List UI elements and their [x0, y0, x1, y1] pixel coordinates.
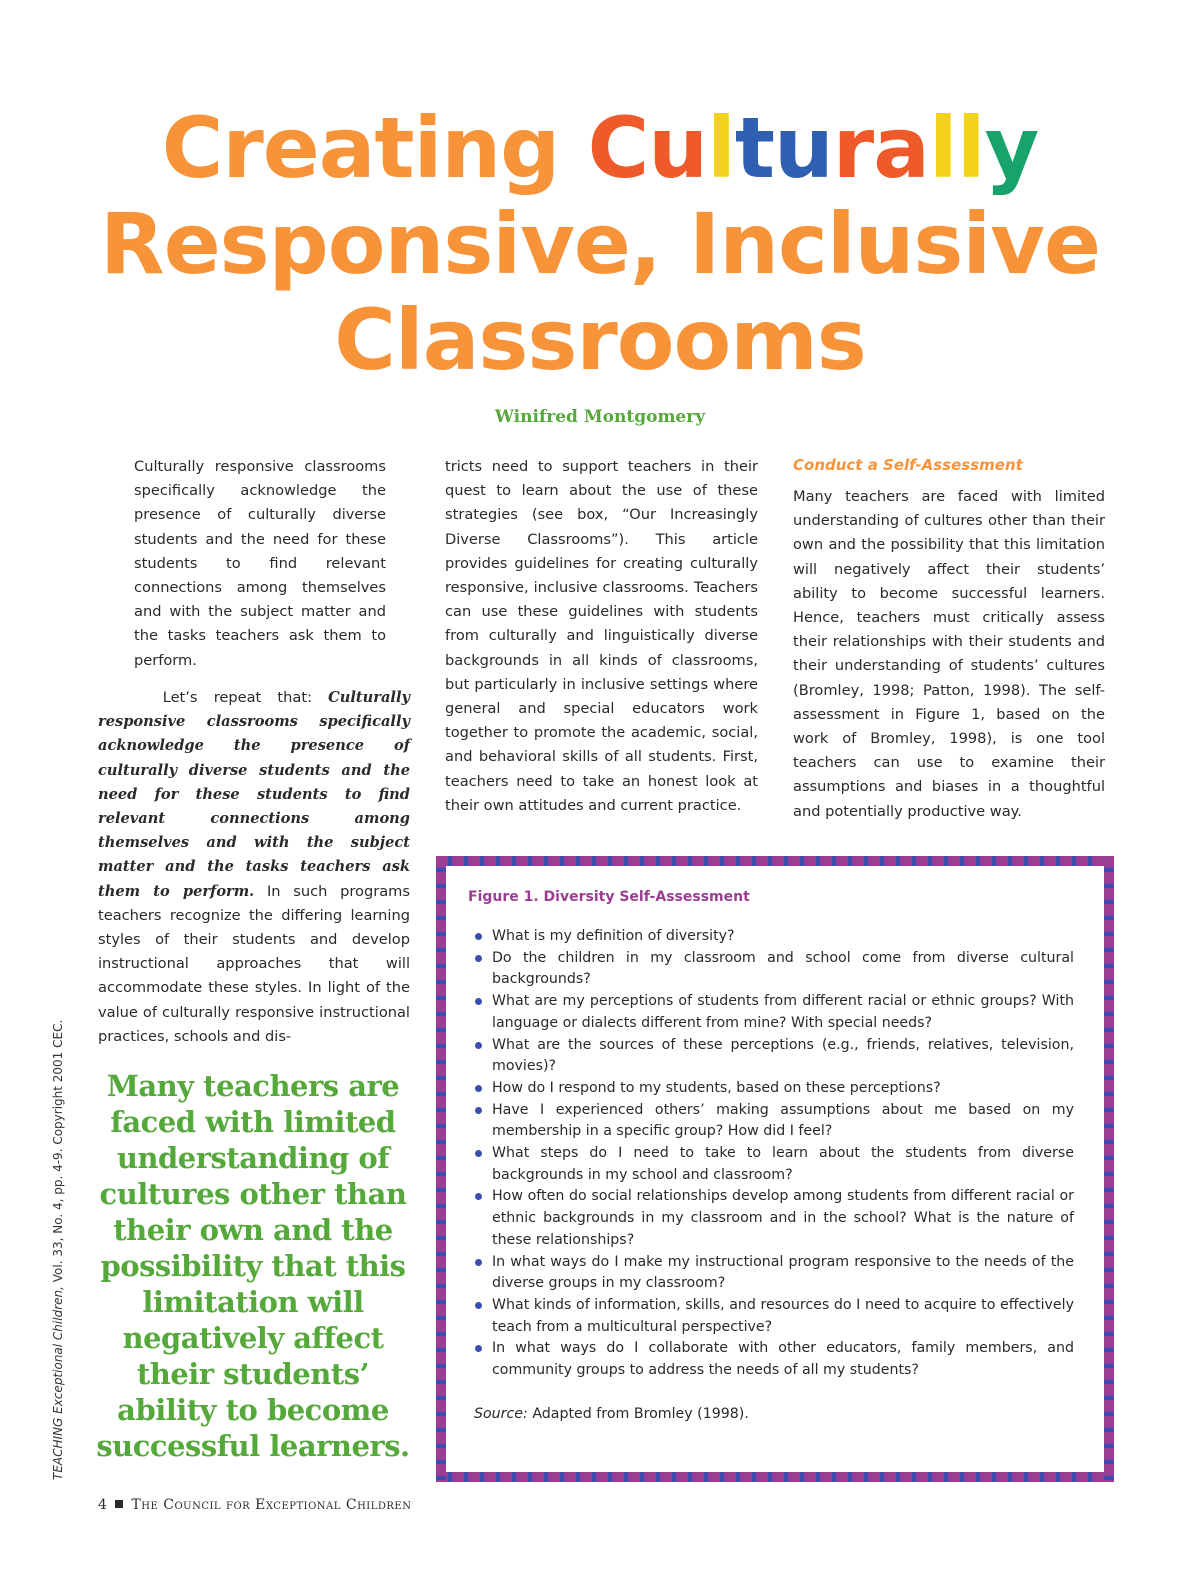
body-paragraph — [98, 686, 410, 1049]
page-footer — [98, 1497, 411, 1513]
publication-name: The Council for Exceptional Children — [131, 1497, 412, 1513]
list-item: What are my perceptions of students from different racial or ethnic groups? With language or dialects different from mine? With special needs? — [472, 991, 1074, 1034]
body-column-1 — [98, 686, 410, 1049]
body-column-2: tricts need to support teachers in their quest to learn about the use of these strategies (see box, “Our Increasingly Diverse Classrooms”). This article provides guidelines for creating culturally responsive, inclusive classrooms. Teachers can use these guidelines with students from culturally and linguistically diverse backgrounds in all kinds of classrooms, but particularly in inclusive settings where general and special educators work together to promote the academic, social, and behavioral skills of all students. First, teachers need to take an honest look at their own attitudes and current practice. — [445, 458, 758, 814]
abstract: Culturally responsive classrooms specifically acknowledge the presence of culturally diverse students and the need for these students to find relevant connections among themselves and with the subject matter and the tasks teachers ask them to perform. — [134, 458, 386, 669]
figure-border-left — [436, 856, 446, 1482]
title-letter: t — [734, 99, 774, 197]
body-text: In such programs teachers recognize the differing learning styles of their students and develop instructional approaches that will accommodate these styles. In light of the value of culturally responsive instructional practices, schools and dis- — [98, 882, 410, 1045]
list-item: In what ways do I collaborate with other educators, family members, and community groups to address the needs of all my students? — [472, 1338, 1074, 1381]
title-letter: a — [873, 99, 929, 197]
source-text: Adapted from Bromley (1998). — [527, 1406, 749, 1422]
title-line-2: Responsive, Inclusive — [100, 195, 1100, 293]
title-letter: C — [587, 99, 649, 197]
citation-side-note — [51, 1020, 65, 1480]
figure-border-right — [1104, 856, 1114, 1482]
journal-name: TEACHING Exceptional Children, — [51, 1286, 65, 1480]
figure-border-top — [436, 856, 1114, 866]
pull-quote: Many teachers are faced with limited understanding of cultures other than their own and the possibility that this limitation will negatively affect their students’ ability to become successful learners. — [96, 1069, 410, 1463]
title-line-1 — [60, 100, 1140, 196]
title-word-creating: Creating — [161, 99, 588, 197]
article-title — [60, 100, 1140, 388]
page-number: 4 — [98, 1497, 108, 1513]
title-letter: y — [984, 99, 1039, 197]
title-word-culturally — [588, 99, 1039, 197]
list-item: Do the children in my classroom and school come from diverse cultural backgrounds? — [472, 948, 1074, 991]
title-letter: l — [707, 99, 735, 197]
citation-details: Vol. 33, No. 4, pp. 4-9. Copyright 2001 CEC. — [51, 1019, 65, 1287]
title-line-3: Classrooms — [334, 291, 866, 389]
title-letter: l — [956, 99, 985, 197]
title-letter: r — [832, 99, 874, 197]
title-letter: u — [648, 99, 708, 197]
figure-box — [446, 866, 1104, 1472]
body-column-3: Many teachers are faced with limited understanding of cultures other than their own and the possibility that this limitation will negatively affect their students’ ability to become successful learners. Hence, teachers must critically assess their relationships with their students and their understanding of students’ cultures (Bromley, 1998; Patton, 1998). The self-assessment in Figure 1, based on the work of Bromley, 1998), is one tool teachers can use to examine their assumptions and biases in a thoughtful and potentially productive way. — [793, 488, 1105, 820]
list-item: In what ways do I make my instructional program responsive to the needs of the diverse groups in my classroom? — [472, 1252, 1074, 1295]
figure-title: Figure 1. Diversity Self-Assessment — [468, 889, 750, 905]
square-bullet-icon — [115, 1500, 123, 1508]
list-item: How do I respond to my students, based on these perceptions? — [472, 1078, 1074, 1100]
list-item: Have I experienced others’ making assumptions about me based on my membership in a specific group? How did I feel? — [472, 1100, 1074, 1143]
title-letter: u — [773, 99, 833, 197]
section-heading: Conduct a Self-Assessment — [793, 456, 1023, 474]
source-label: Source: — [474, 1406, 528, 1422]
list-item: How often do social relationships develop among students from different racial or ethnic backgrounds in my classroom and in the school? What is the nature of these relationships? — [472, 1186, 1074, 1251]
title-letter: l — [928, 99, 957, 197]
list-item: What is my definition of diversity? — [472, 926, 1074, 948]
lead-text: Let’s repeat that: — [162, 689, 329, 706]
emphasis-text: Culturally responsive classrooms specifically acknowledge the presence of culturally diverse students and the need for these students to find relevant connections among themselves and with the subject matter and the tasks teachers ask them to perform. — [98, 689, 410, 900]
list-item: What steps do I need to take to learn about the students from diverse backgrounds in my school and classroom? — [472, 1143, 1074, 1186]
figure-border-bottom — [436, 1472, 1114, 1482]
list-item: What are the sources of these perceptions (e.g., friends, relatives, television, movies)? — [472, 1035, 1074, 1078]
figure-source — [474, 1406, 749, 1422]
list-item: What kinds of information, skills, and resources do I need to acquire to effectively teach from a multicultural perspective? — [472, 1295, 1074, 1338]
author-byline: Winifred Montgomery — [494, 407, 706, 427]
self-assessment-list — [472, 926, 1074, 1382]
